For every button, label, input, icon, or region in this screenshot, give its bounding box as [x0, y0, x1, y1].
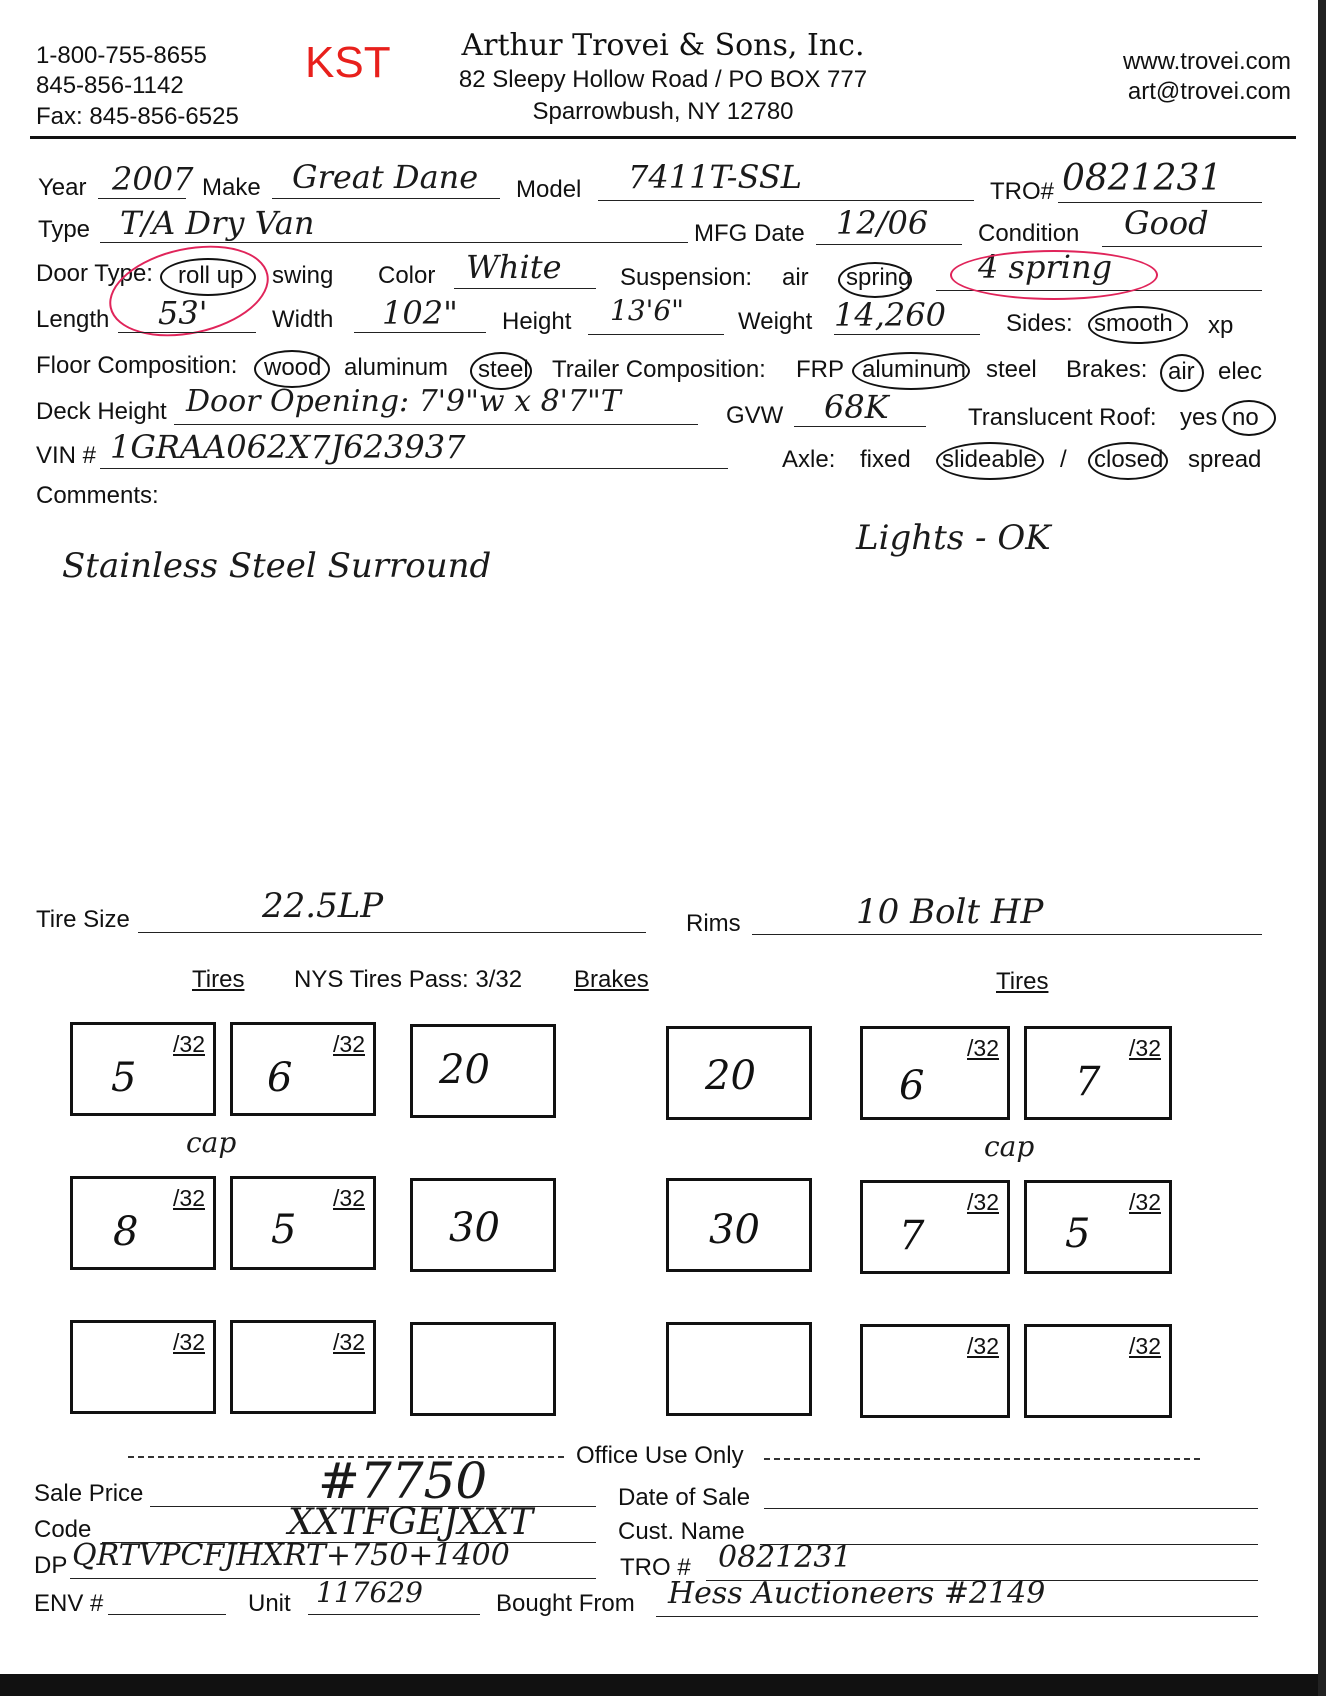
env-label: ENV #	[34, 1590, 104, 1617]
tread-value: 6	[267, 1055, 293, 1101]
trailer-composition-label: Trailer Composition:	[552, 356, 766, 383]
model-label: Model	[516, 176, 582, 203]
tire-size-line	[138, 932, 646, 933]
height-line	[588, 334, 724, 335]
brakes-header: Brakes	[574, 966, 649, 993]
type-label: Type	[38, 216, 91, 243]
tread-value: 6	[899, 1063, 925, 1109]
tire-box-left-inner-3[interactable]	[230, 1320, 376, 1414]
sides-option-xp[interactable]: xp	[1208, 312, 1234, 339]
comments-label: Comments:	[36, 482, 159, 509]
mfg-date-line	[816, 244, 962, 245]
color-value[interactable]: White	[466, 248, 562, 286]
brake-value: 20	[705, 1053, 756, 1099]
make-label: Make	[202, 174, 261, 201]
suspension-option-spring[interactable]: spring	[846, 264, 912, 291]
mfg-date-value[interactable]: 12/06	[836, 204, 929, 242]
code-label: Code	[34, 1516, 92, 1543]
color-line	[454, 288, 596, 289]
phone-2: 845-856-1142	[36, 72, 184, 99]
make-value[interactable]: Great Dane	[292, 158, 479, 196]
email: art@trovei.com	[1127, 78, 1291, 105]
unit-line	[308, 1614, 480, 1615]
tread-fraction: /32	[967, 1333, 999, 1359]
axle-option-closed[interactable]: closed	[1094, 446, 1164, 473]
tire-box-left-outer-2[interactable]	[70, 1176, 216, 1270]
company-name: Arthur Trovei & Sons, Inc.	[461, 28, 865, 63]
suspension-note[interactable]: 4 spring	[978, 248, 1113, 286]
date-of-sale-line	[764, 1508, 1258, 1509]
tro-line	[1058, 202, 1262, 203]
sale-price-label: Sale Price	[34, 1480, 144, 1507]
gvw-line	[794, 426, 926, 427]
rims-line	[752, 934, 1262, 935]
axle-label: Axle:	[782, 446, 836, 473]
brake-value: 20	[439, 1047, 490, 1093]
tread-value: 7	[1075, 1059, 1101, 1105]
tire-box-right-inner-2[interactable]	[860, 1180, 1010, 1274]
tires-header-left: Tires	[192, 966, 245, 993]
tro-office-value[interactable]: 0821231	[718, 1540, 852, 1575]
tread-value: 7	[899, 1213, 925, 1259]
year-value[interactable]: 2007	[112, 160, 194, 198]
sale-price-value[interactable]: #7750	[318, 1452, 488, 1510]
deck-height-value[interactable]: Door Opening: 7'9"w x 8'7"T	[186, 384, 621, 419]
width-label: Width	[272, 306, 334, 333]
website: www.trovei.com	[1122, 48, 1291, 75]
weight-line	[834, 334, 980, 335]
trailer-option-frp[interactable]: FRP	[796, 356, 844, 383]
tire-box-left-outer-3[interactable]	[70, 1320, 216, 1414]
tread-fraction: /32	[1129, 1333, 1161, 1359]
door-type-label: Door Type:	[36, 260, 153, 287]
brake-box-right-2[interactable]	[666, 1178, 812, 1272]
condition-label: Condition	[978, 220, 1080, 247]
rims-value[interactable]: 10 Bolt HP	[856, 892, 1044, 932]
date-of-sale-label: Date of Sale	[618, 1484, 751, 1511]
deck-height-label: Deck Height	[36, 398, 167, 425]
tread-fraction: /32	[333, 1329, 365, 1355]
vin-line	[100, 468, 728, 469]
tread-fraction: /32	[967, 1189, 999, 1215]
length-label: Length	[36, 306, 110, 333]
model-value[interactable]: 7411T-SSL	[628, 158, 802, 196]
sides-label: Sides:	[1006, 310, 1073, 337]
brake-box-left-1[interactable]	[410, 1024, 556, 1118]
company-address-1: 82 Sleepy Hollow Road / PO BOX 777	[458, 66, 868, 93]
brake-box-right-3[interactable]	[666, 1322, 812, 1416]
floor-composition-label: Floor Composition:	[36, 352, 238, 379]
make-line	[272, 198, 500, 199]
axle-closed-circle	[1088, 442, 1168, 480]
bought-from-value[interactable]: Hess Auctioneers #2149	[668, 1576, 1046, 1611]
tread-value: 8	[113, 1209, 139, 1255]
suspension-label: Suspension:	[620, 264, 753, 291]
dp-value[interactable]: QRTVPCFJHXRT+750+1400	[72, 1538, 510, 1573]
width-value[interactable]: 102"	[382, 294, 458, 332]
sides-smooth-circle	[1088, 306, 1188, 344]
trailer-option-steel[interactable]: steel	[986, 356, 1037, 383]
tire-box-left-inner-1[interactable]	[230, 1022, 376, 1116]
sides-option-smooth[interactable]: smooth	[1094, 310, 1173, 337]
suspension-note-circle	[950, 250, 1158, 300]
height-value[interactable]: 13'6"	[610, 294, 685, 327]
dp-label: DP	[34, 1552, 68, 1579]
floor-option-steel[interactable]: steel	[478, 356, 529, 383]
weight-value[interactable]: 14,260	[834, 296, 946, 334]
tire-box-left-inner-2[interactable]	[230, 1176, 376, 1270]
tro-value[interactable]: 0821231	[1062, 158, 1223, 199]
brakes-label: Brakes:	[1066, 356, 1148, 383]
tire-box-right-inner-1[interactable]	[860, 1026, 1010, 1120]
tread-fraction: /32	[173, 1185, 205, 1211]
floor-option-aluminum[interactable]: aluminum	[344, 354, 449, 381]
axle-option-fixed[interactable]: fixed	[860, 446, 911, 473]
comment-lights[interactable]: Lights - OK	[856, 518, 1051, 558]
tread-fraction: /32	[1129, 1035, 1161, 1061]
brake-box-right-1[interactable]	[666, 1026, 812, 1120]
code-value[interactable]: XXTFGEJXXT	[288, 1502, 533, 1543]
kst-stamp: KST	[305, 38, 391, 87]
tires-header-right: Tires	[996, 968, 1049, 995]
tread-fraction: /32	[333, 1031, 365, 1057]
length-line	[118, 332, 256, 333]
suspension-option-air[interactable]: air	[782, 264, 809, 291]
tread-fraction: /32	[173, 1031, 205, 1057]
trailer-aluminum-circle	[852, 352, 970, 390]
gvw-label: GVW	[726, 402, 784, 429]
weight-label: Weight	[738, 308, 813, 335]
door-option-roll-up[interactable]: roll up	[178, 262, 244, 289]
nys-tires-pass: NYS Tires Pass: 3/32	[294, 966, 523, 993]
condition-line	[1102, 246, 1262, 247]
width-line	[354, 332, 486, 333]
brake-box-left-3[interactable]	[410, 1322, 556, 1416]
office-divider-right	[764, 1458, 1200, 1460]
cust-name-label: Cust. Name	[618, 1518, 745, 1545]
roof-option-yes[interactable]: yes	[1180, 404, 1218, 431]
comment-stainless[interactable]: Stainless Steel Surround	[62, 546, 492, 586]
model-line	[598, 200, 974, 201]
tread-value: 5	[271, 1207, 297, 1253]
unit-value[interactable]: 117629	[316, 1576, 423, 1609]
tire-box-right-outer-3[interactable]	[1024, 1324, 1172, 1418]
length-value[interactable]: 53'	[158, 294, 208, 332]
color-label: Color	[378, 262, 436, 289]
brake-value: 30	[449, 1205, 500, 1251]
bought-from-label: Bought From	[496, 1590, 635, 1617]
roof-no-circle	[1222, 400, 1276, 436]
floor-option-wood[interactable]: wood	[264, 354, 322, 381]
tire-box-right-outer-2[interactable]	[1024, 1180, 1172, 1274]
tro-label: TRO#	[990, 178, 1055, 205]
tread-fraction: /32	[967, 1035, 999, 1061]
tire-box-left-outer-1[interactable]	[70, 1022, 216, 1116]
floor-wood-circle	[254, 350, 330, 388]
mfg-date-label: MFG Date	[694, 220, 805, 247]
year-line	[98, 198, 186, 199]
type-line	[100, 242, 688, 243]
condition-value[interactable]: Good	[1124, 204, 1209, 242]
tro-office-label: TRO #	[620, 1554, 691, 1581]
header-divider	[30, 136, 1296, 139]
tire-box-right-inner-3[interactable]	[860, 1324, 1010, 1418]
phone-1: 1-800-755-8655	[36, 42, 207, 69]
door-option-swing[interactable]: swing	[272, 262, 334, 289]
height-label: Height	[502, 308, 572, 335]
deck-height-line	[174, 424, 698, 425]
tread-fraction: /32	[1129, 1189, 1161, 1215]
brakes-option-air[interactable]: air	[1168, 358, 1195, 385]
axle-slideable-circle	[936, 442, 1044, 480]
tread-fraction: /32	[333, 1185, 365, 1211]
tread-value: 5	[111, 1055, 137, 1101]
cap-note-left: cap	[186, 1126, 237, 1159]
cap-note-right: cap	[984, 1130, 1035, 1163]
axle-separator: /	[1060, 446, 1067, 473]
suspension-spring-circle	[838, 262, 912, 298]
scan-edge-right	[1318, 0, 1326, 1696]
axle-option-spread[interactable]: spread	[1188, 446, 1262, 473]
env-line	[108, 1614, 226, 1615]
tire-size-label: Tire Size	[36, 906, 130, 933]
tire-size-value[interactable]: 22.5LP	[262, 886, 384, 926]
year-label: Year	[38, 174, 87, 201]
office-use-only-title: Office Use Only	[576, 1442, 744, 1469]
unit-label: Unit	[248, 1590, 291, 1617]
gvw-value[interactable]: 68K	[824, 388, 889, 426]
company-address-2: Sparrowbush, NY 12780	[532, 98, 794, 125]
brakes-air-circle	[1160, 354, 1204, 392]
vin-value[interactable]: 1GRAA062X7J623937	[110, 428, 466, 466]
axle-option-slideable[interactable]: slideable	[942, 446, 1037, 473]
brakes-option-elec[interactable]: elec	[1218, 358, 1263, 385]
fax-number: Fax: 845-856-6525	[36, 103, 239, 130]
tread-value: 5	[1065, 1211, 1091, 1257]
tread-fraction: /32	[173, 1329, 205, 1355]
roof-option-no[interactable]: no	[1232, 404, 1259, 431]
rims-label: Rims	[686, 910, 741, 937]
trailer-option-aluminum[interactable]: aluminum	[862, 356, 967, 383]
scan-edge	[0, 1674, 1326, 1696]
bought-from-line	[656, 1616, 1258, 1617]
vin-label: VIN #	[36, 442, 97, 469]
type-value[interactable]: T/A Dry Van	[120, 204, 315, 242]
brake-value: 30	[709, 1207, 760, 1253]
translucent-roof-label: Translucent Roof:	[968, 404, 1157, 431]
tire-box-right-outer-1[interactable]	[1024, 1026, 1172, 1120]
brake-box-left-2[interactable]	[410, 1178, 556, 1272]
